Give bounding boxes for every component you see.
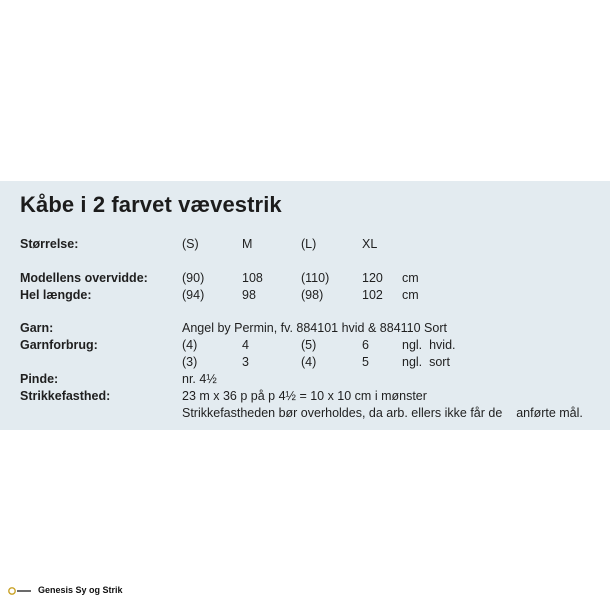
size-row <box>0 236 610 252</box>
consumption-white-row <box>0 337 610 353</box>
consumption-unit: ngl. sort <box>402 355 450 369</box>
bust-value: 108 <box>242 271 263 285</box>
bust-value: (90) <box>182 271 205 285</box>
consumption-value: 3 <box>242 355 249 369</box>
consumption-black-row <box>0 354 610 370</box>
size-value: (S) <box>182 237 199 251</box>
size-value: XL <box>362 237 378 251</box>
bust-value: (110) <box>301 271 330 285</box>
yarn-label: Garn: <box>20 321 54 335</box>
size-value: M <box>242 237 253 251</box>
genesis-logo <box>8 584 32 596</box>
bust-value: 120 <box>362 271 383 285</box>
consumption-value: (4) <box>182 338 198 352</box>
consumption-value: (3) <box>182 355 198 369</box>
length-value: (94) <box>182 288 205 302</box>
length-unit: cm <box>402 288 419 302</box>
bust-unit: cm <box>402 271 419 285</box>
gauge-note-row <box>0 405 610 421</box>
length-value: 98 <box>242 288 256 302</box>
gauge-text: 23 m x 36 p på p 4½ = 10 x 10 cm i mønster <box>182 389 427 403</box>
gauge-label: Strikkefasthed: <box>20 389 111 403</box>
pattern-title: Kåbe i 2 farvet vævestrik <box>20 192 282 217</box>
gauge-note: Strikkefastheden bør overholdes, da arb. ellers ikke får de anførte mål. <box>182 406 583 420</box>
length-value: (98) <box>301 288 324 302</box>
consumption-value: (5) <box>301 338 317 352</box>
consumption-value: (4) <box>301 355 317 369</box>
yarn-text: Angel by Permin, fv. 884101 hvid & 884110 Sort <box>182 321 447 335</box>
consumption-value: 4 <box>242 338 249 352</box>
length-row <box>0 287 610 303</box>
gauge-row <box>0 388 610 404</box>
length-label: Hel længde: <box>20 288 92 302</box>
bust-label: Modellens overvidde: <box>20 271 148 285</box>
needles-text: nr. 4½ <box>182 372 217 386</box>
needles-row <box>0 371 610 387</box>
footer <box>8 584 123 596</box>
consumption-unit: ngl. hvid. <box>402 338 456 352</box>
consumption-value: 5 <box>362 355 369 369</box>
size-value: (L) <box>301 237 317 251</box>
consumption-value: 6 <box>362 338 369 352</box>
bust-row <box>0 270 610 286</box>
size-label: Størrelse: <box>20 237 79 251</box>
length-value: 102 <box>362 288 383 302</box>
needles-label: Pinde: <box>20 372 59 386</box>
consumption-label: Garnforbrug: <box>20 338 98 352</box>
yarn-row <box>0 320 610 336</box>
footer-brand[interactable]: Genesis Sy og Strik <box>38 585 123 595</box>
